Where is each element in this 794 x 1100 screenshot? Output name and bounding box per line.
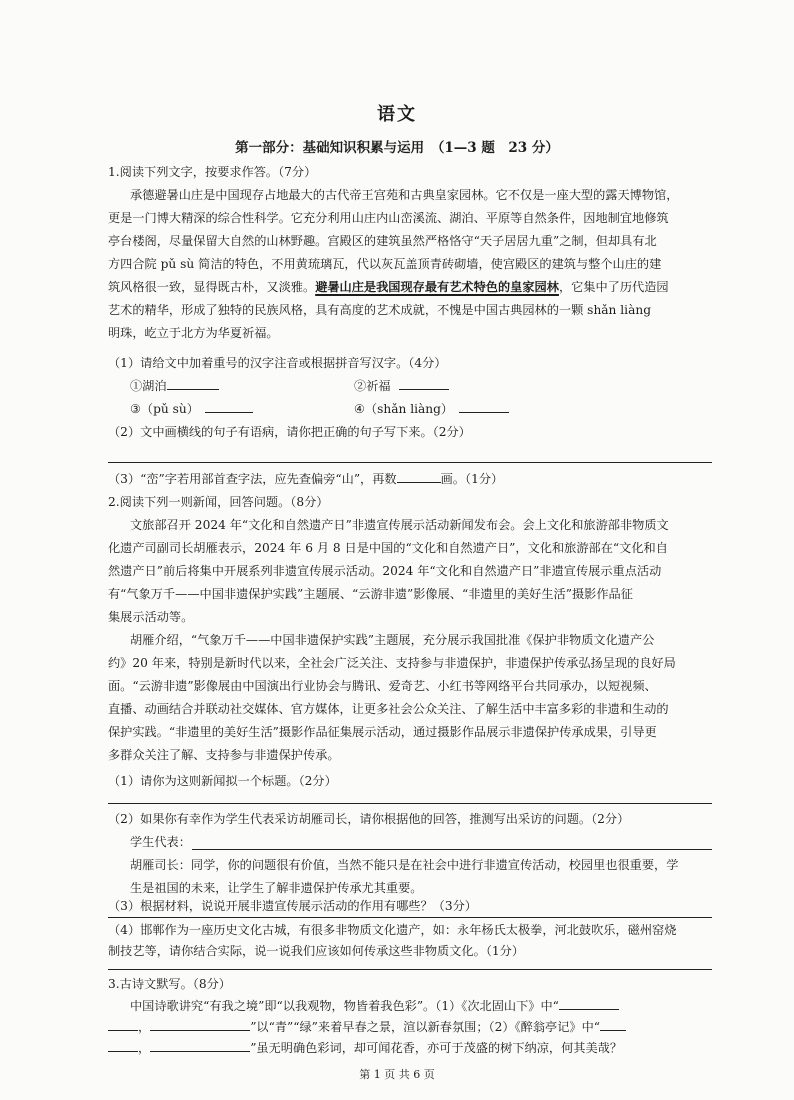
q1-sub1: （1）请给文中加着重号的汉字注音或根据拼音写汉字。（4分） <box>108 356 447 370</box>
q3-prompt: 3.古诗文默写。（8分） <box>108 977 231 991</box>
q2-sub4: 制技艺等，请你结合实际，说一说我们应该如何传承这些非物质文化。（1分） <box>108 944 525 958</box>
answer-blank[interactable] <box>205 400 253 413</box>
answer-blank[interactable] <box>150 1018 250 1031</box>
q2-para-line: 多群众关注了解、支持参与非遗保护传承。 <box>108 748 340 762</box>
answer-line[interactable] <box>108 969 712 970</box>
q2-para-line: 文旅部召开 2024 年“文化和自然遗产日”非遗宣传展示活动新闻发布会。会上文化和旅游部非物质文 <box>130 518 669 532</box>
q2-para-line: 集展示活动等。 <box>108 610 194 624</box>
answer-blank[interactable] <box>108 1039 138 1052</box>
q1-para-line: 亭台楼阁，尽量保留大自然的山林野趣。宫殿区的建筑虽然严格恪守“天子居居九重”之制，但却具有北 <box>108 234 657 248</box>
answer-line[interactable] <box>192 849 712 850</box>
option-label: ③（pǔ sù） <box>130 402 199 416</box>
answer-line[interactable] <box>108 803 712 804</box>
q1-para-line: 方四合院 pǔ sù 简洁的特色，不用黄琉璃瓦，代以灰瓦盖顶青砖砌墙，使宫殿区的建筑与整个山庄的建 <box>108 257 662 271</box>
q1-para-line: 明珠，屹立于北方为华夏祈福。 <box>108 326 279 340</box>
q1-option <box>130 375 219 397</box>
answer-blank[interactable] <box>399 377 449 390</box>
page-title: 语文 <box>377 104 417 125</box>
page-footer: 第 1 页 共 6 页 <box>359 1068 435 1081</box>
answer-blank[interactable] <box>150 1039 250 1052</box>
underlined-sentence: 避暑山庄是我国现存最有艺术特色的皇家园林 <box>315 280 559 294</box>
q1-sub2: （2）文中画横线的句子有语病，请你把正确的句子写下来。（2分） <box>108 425 471 439</box>
q2-rep-label: 学生代表： <box>130 835 191 849</box>
q3-text: 中国诗歌讲究“有我之境”即“以我观物，物皆着我色彩”。（1）《次北固山下》中“ <box>130 999 559 1013</box>
q3-line <box>130 995 619 1017</box>
q2-para-line: 胡雁介绍，“气象万千——中国非遗保护实践”主题展，充分展示我国批准《保护非物质文化遗产公 <box>130 633 655 647</box>
q3-text: ， <box>138 1020 151 1034</box>
q2-sub3: （3）根据材料，说说开展非遗宣传展示活动的作用有哪些？（3分） <box>108 899 477 913</box>
answer-blank[interactable] <box>600 1018 626 1031</box>
q1-sub3-text: （3）“峦”字若用部首查字法，应先查偏旁“山”，再数 <box>108 472 397 486</box>
q2-sub2: （2）如果你有幸作为学生代表采访胡雁司长，请你根据他的回答，推测写出采访的问题。（2分） <box>108 812 630 826</box>
answer-blank[interactable] <box>108 1018 138 1031</box>
option-label: ②祈福 <box>354 379 391 393</box>
q2-para-line: 保护实践。“非遗里的美好生活”摄影作品征集展示活动，通过摄影作品展示非遗保护传承成果，引导更 <box>108 725 657 739</box>
q1-sub3 <box>108 468 503 490</box>
q1-para-line <box>108 276 669 298</box>
q2-sub4: （4）邯郸作为一座历史文化古城，有很多非物质文化遗产，如：永年杨氏太极拳，河北鼓吹乐，磁州窑烧 <box>108 923 677 937</box>
q2-answer: 生是祖国的未来，让学生了解非遗保护传承尤其重要。 <box>130 881 423 895</box>
q2-answer: 胡雁司长：同学，你的问题很有价值，当然不能只是在社会中进行非遗宣传活动，校园里也很重要，学 <box>130 858 679 872</box>
q3-text: ”以“青”“绿”来着早春之景，渲以新春氛围；（2）《醉翁亭记》中“ <box>250 1020 600 1034</box>
q2-para-line: 然遗产日”前后将集中开展系列非遗宣传展示活动。2024 年“文化和自然遗产日”非遗宣传展示重点活动 <box>108 564 662 578</box>
q1-para-line: 更是一门博大精深的综合性科学。它充分利用山庄内山峦溪流、湖泊、平原等自然条件，因地制宜地修筑 <box>108 211 669 225</box>
q3-text: ”虽无明确色彩词，却可闻花香，亦可于茂盛的树下纳凉，何其美哉？ <box>250 1041 623 1055</box>
q3-line <box>108 1037 622 1059</box>
q2-para-line: 面。“云游非遗”影像展由中国演出行业协会与腾讯、爱奇艺、小红书等网络平台共同承办，以短视频、 <box>108 679 657 693</box>
q2-para-line: 约》20 年来，特别是新时代以来，全社会广泛关注、支持参与非遗保护，非遗保护传承弘扬呈现的良好局 <box>108 656 676 670</box>
answer-blank[interactable] <box>559 997 619 1010</box>
q2-sub1: （1）请你为这则新闻拟一个标题。（2分） <box>108 774 337 788</box>
q2-para-line: 直播、动画结合并联动社交媒体、官方媒体，让更多社会公众关注、了解生活中丰富多彩的非遗和生动的 <box>108 702 669 716</box>
answer-blank[interactable] <box>397 470 441 483</box>
q1-prompt: 1.阅读下列文字，按要求作答。（7分） <box>108 165 317 179</box>
q3-line <box>108 1016 626 1038</box>
option-label: ④（shǎn liàng） <box>354 402 454 416</box>
q2-para-line: 化遗产司副司长胡雁表示，2024 年 6 月 8 日是中国的“文化和自然遗产日”，文化和旅游部在“文化和自 <box>108 541 668 555</box>
answer-blank[interactable] <box>167 377 219 390</box>
q2-prompt: 2.阅读下列一则新闻，回答问题。（8分） <box>108 495 329 509</box>
answer-line[interactable] <box>108 462 712 463</box>
q1-para-line: 艺术的精华，形成了独特的民族风格，具有高度的艺术成就，不愧是中国古典园林的一颗 shǎn liàng <box>108 303 651 317</box>
q1-option <box>130 398 253 420</box>
answer-line[interactable] <box>108 917 712 918</box>
q3-text: ， <box>138 1041 151 1055</box>
q2-para-line: 有“气象万千——中国非遗保护实践”主题展、“云游非遗”影像展、“非遗里的美好生活”摄影作品征 <box>108 587 633 601</box>
option-label: ①湖泊 <box>130 379 167 393</box>
q1-para-text: ，它集中了历代造园 <box>558 280 669 294</box>
q1-option <box>354 398 509 420</box>
q1-sub3-text: 画。（1分） <box>440 472 504 486</box>
answer-blank[interactable] <box>459 400 509 413</box>
q1-option <box>354 375 449 397</box>
q1-para-text: 筑风格很一致，显得既古朴，又淡雅。 <box>108 280 316 294</box>
section-heading: 第一部分：基础知识积累与运用 （1—3 题 23 分） <box>235 140 559 156</box>
q1-para-line: 承德避暑山庄是中国现存占地最大的古代帝王宫苑和古典皇家园林。它不仅是一座大型的露天博物馆， <box>130 188 679 202</box>
